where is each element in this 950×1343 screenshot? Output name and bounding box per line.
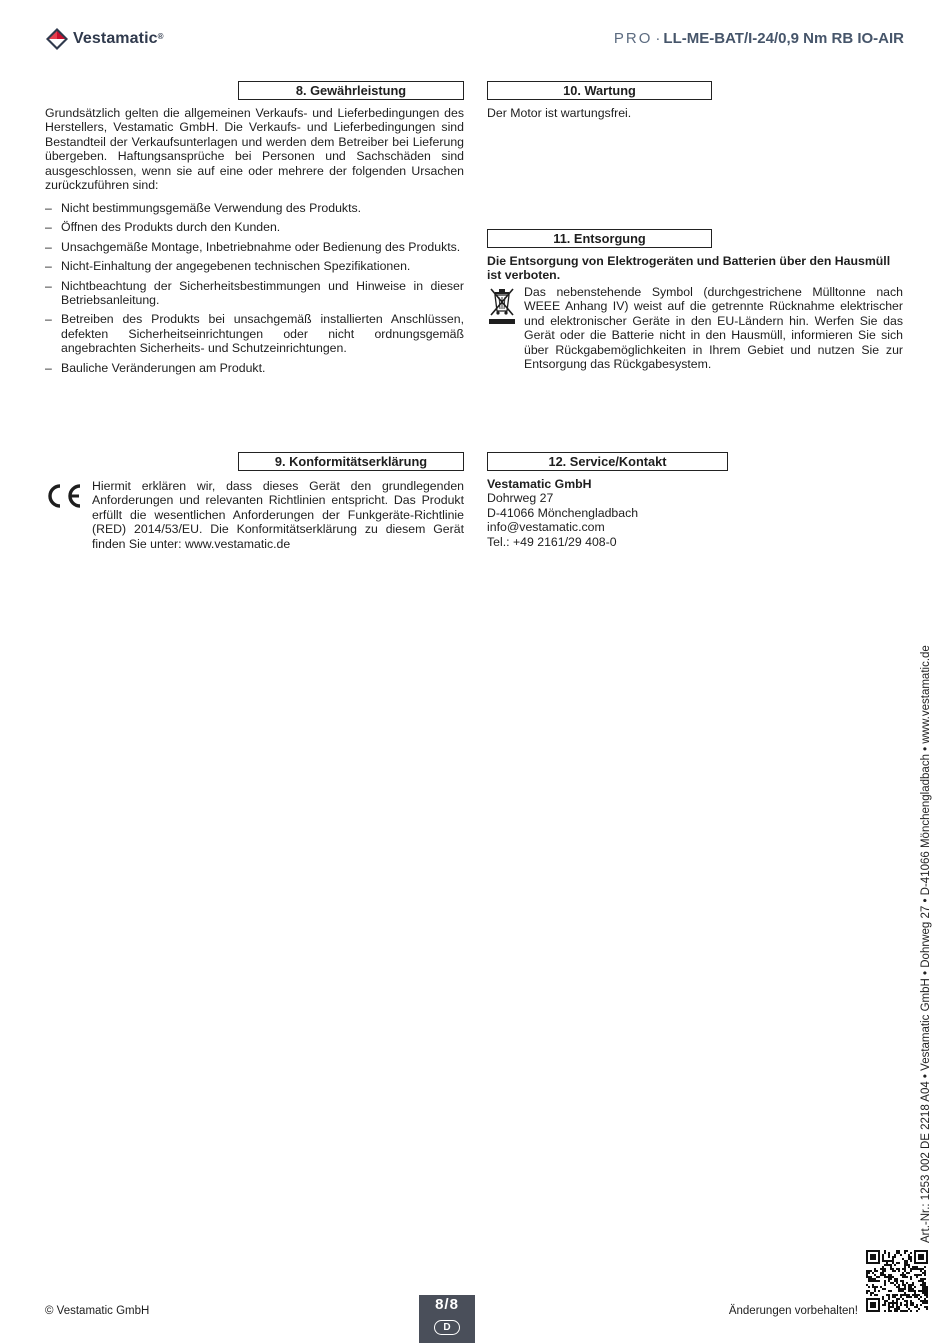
contact-phone: Tel.: +49 2161/29 408-0 — [487, 534, 617, 549]
section-title-conformity: 9. Konformitätserklärung — [238, 452, 464, 471]
page-indicator — [419, 1295, 475, 1343]
warranty-exclusion-list — [45, 201, 464, 380]
disposal-heading: Die Entsorgung von Elektrogeräten und Batterien über den Hausmüll ist verboten. — [487, 254, 891, 283]
list-item: – Bauliche Veränderungen am Produkt. — [45, 361, 464, 375]
disposal-text: Das nebenstehende Symbol (durchgestrichene Mülltonne nach WEEE Anhang IV) weist auf die getrennte Rücknahme elektrischer und elektronischer Geräte in den EU-Ländern hin. Werfen Sie das Gerät oder die Batterie nicht in den Hausmüll, informieren Sie sich über Rückgabemöglichkeiten in Ihrem Gebiet und nutzen Sie zur Entsorgung das Rückgabesystem. — [524, 285, 903, 372]
list-item: – Unsachgemäße Montage, Inbetriebnahme oder Bedienung des Produkts. — [45, 240, 464, 254]
section-title-maintenance: 10. Wartung — [487, 81, 712, 100]
footer-copyright: © Vestamatic GmbH — [45, 1305, 150, 1317]
qr-code-icon — [866, 1250, 928, 1312]
section-title-disposal: 11. Entsorgung — [487, 229, 712, 248]
document-title: PRO · LL-ME-BAT/I-24/0,9 Nm RB IO-AIR — [613, 30, 904, 47]
section-title-warranty: 8. Gewährleistung — [238, 81, 464, 100]
ce-mark-icon — [44, 482, 84, 510]
list-item: – Nicht-Einhaltung der angegebenen technischen Spezifikationen. — [45, 259, 464, 273]
list-item: – Nicht bestimmungsgemäße Verwendung des Produkts. — [45, 201, 464, 215]
warranty-intro: Grundsätzlich gelten die allgemeinen Verkaufs- und Lieferbedingungen des Herstellers, Vestamatic GmbH. Die Verkaufs- und Lieferbedingungen sind Bestandteil der Verkaufsunterlagen und werden dem Betreiber bei Lieferung übergeben. Haftungsansprüche bei Personen und Sachschäden sind ausgeschlossen, wenn sie auf eine oder mehrere der folgenden Ursachen zurückzuführen sind: — [45, 106, 464, 193]
brand-logo — [45, 26, 164, 52]
product-line: PRO — [613, 30, 653, 47]
contact-email[interactable]: info@vestamatic.com — [487, 520, 605, 535]
contact-street: Dohrweg 27 — [487, 491, 554, 506]
vestamatic-logo-icon — [45, 27, 69, 51]
contact-city: D-41066 Mönchengladbach — [487, 505, 639, 520]
brand-name: Vestamatic® — [73, 29, 164, 47]
list-item: – Betreiben des Produkts bei unsachgemäß installierten Anschlüssen, defekten Sicherheitseinrichtungen oder nicht ordnungsgemäß angebrachten Sicherheits- und Schutzeinrichtungen. — [45, 312, 464, 355]
article-info-vertical: Art.-Nr.: 1253 002 DE 2218 A04 • Vestamatic GmbH • Dohrweg 27 • D-41066 Mönchengladbach • www.vestamatic.de — [920, 645, 932, 1243]
list-item: – Nichtbeachtung der Sicherheitsbestimmungen und Hinweise in dieser Betriebsanleitung. — [45, 279, 464, 308]
conformity-text: Hiermit erklären wir, dass dieses Gerät den grundlegenden Anforderungen und relevanten Richtlinien entspricht. Das Produkt erfüllt die wesentlichen Anforderungen der Funkgeräte-Richtlinie (RED) 2014/53/EU. Die Konformitätserklärung zu diesem Gerät finden Sie unter: www.vestamatic.de — [92, 479, 464, 551]
contact-company: Vestamatic GmbH — [487, 477, 592, 491]
section-title-contact: 12. Service/Kontakt — [487, 452, 728, 471]
maintenance-text: Der Motor ist wartungsfrei. — [487, 106, 632, 120]
contact-block — [487, 477, 903, 549]
page-number: 8/8 — [435, 1296, 459, 1313]
crossed-out-bin-icon — [488, 286, 516, 326]
list-item: – Öffnen des Produkts durch den Kunden. — [45, 220, 464, 234]
footer-note: Änderungen vorbehalten! — [728, 1305, 858, 1317]
language-badge: D — [434, 1320, 460, 1335]
product-model: LL-ME-BAT/I-24/0,9 Nm RB IO-AIR — [663, 30, 904, 47]
